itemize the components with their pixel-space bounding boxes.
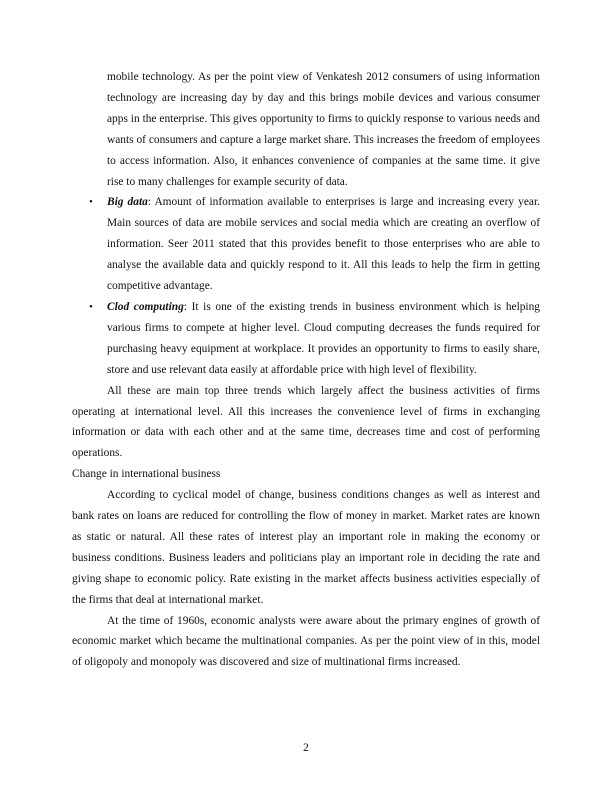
- bullet-paragraph: [107, 192, 540, 297]
- page-number: 2: [303, 742, 309, 754]
- change-paragraph-cyclical-model: According to cyclical model of change, business conditions changes as well as interest and bank rates on loans are reduced for controlling the flow of money in market. Market rates are known as static or natural. All these rates of interest play an important role in making the economy or business conditions. Business leaders and politicians play an important role in deciding the rate and giving shape to economic policy. Rate existing in the market affects business activities especially of the firms that deal at international market.: [72, 489, 540, 606]
- page-content: [72, 67, 540, 673]
- bullet-term: Big data: [107, 196, 148, 209]
- change-paragraph-1960s: At the time of 1960s, economic analysts were aware about the primary engines of growth of economic market which became the multinational companies. As per the point view of in this, model of oligopoly and monopoly was discovered and size of multinational firms increased.: [72, 614, 540, 669]
- bullet-term: Clod computing: [107, 300, 184, 313]
- bullet-icon: •: [89, 300, 93, 313]
- bullet-icon: •: [89, 196, 93, 209]
- bullet-item-big-data: [72, 192, 540, 297]
- section-heading: Change in international business: [72, 468, 221, 481]
- bullet-text: : Amount of information available to enterprises is large and increasing every year. Main sources of data are mobile services and social media which are creating an overflow of information. Seer 2011 stated that this provides benefit to those enterprises who are able to analyse the available data and quickly respond to it. All this leads to help the firm in getting competitive advantage.: [107, 196, 540, 293]
- continued-paragraph: mobile technology. As per the point view of Venkatesh 2012 consumers of using information technology are increasing day by day and this brings mobile devices and various consumer apps in the enterprise. This gives opportunity to firms to quickly response to various needs and wants of consumers and capture a large market share. This increases the freedom of employees to access information. Also, it enhances convenience of companies at the same time. it give rise to many challenges for example security of data.: [107, 71, 540, 188]
- bullet-text: : It is one of the existing trends in business environment which is helping various firms to compete at higher level. Cloud computing decreases the funds required for purchasing heavy equipment at workplace. It provides an opportunity to firms to easily share, store and use relevant data easily at affordable price with high level of flexibility.: [107, 300, 540, 376]
- bullet-paragraph: [107, 297, 540, 381]
- summary-paragraph: All these are main top three trends which largely affect the business activities of firms operating at international level. All this increases the convenience level of firms in exchanging information or data with each other and at the same time, decreases time and cost of performing operations.: [72, 384, 540, 460]
- bullet-item-cloud-computing: [72, 297, 540, 381]
